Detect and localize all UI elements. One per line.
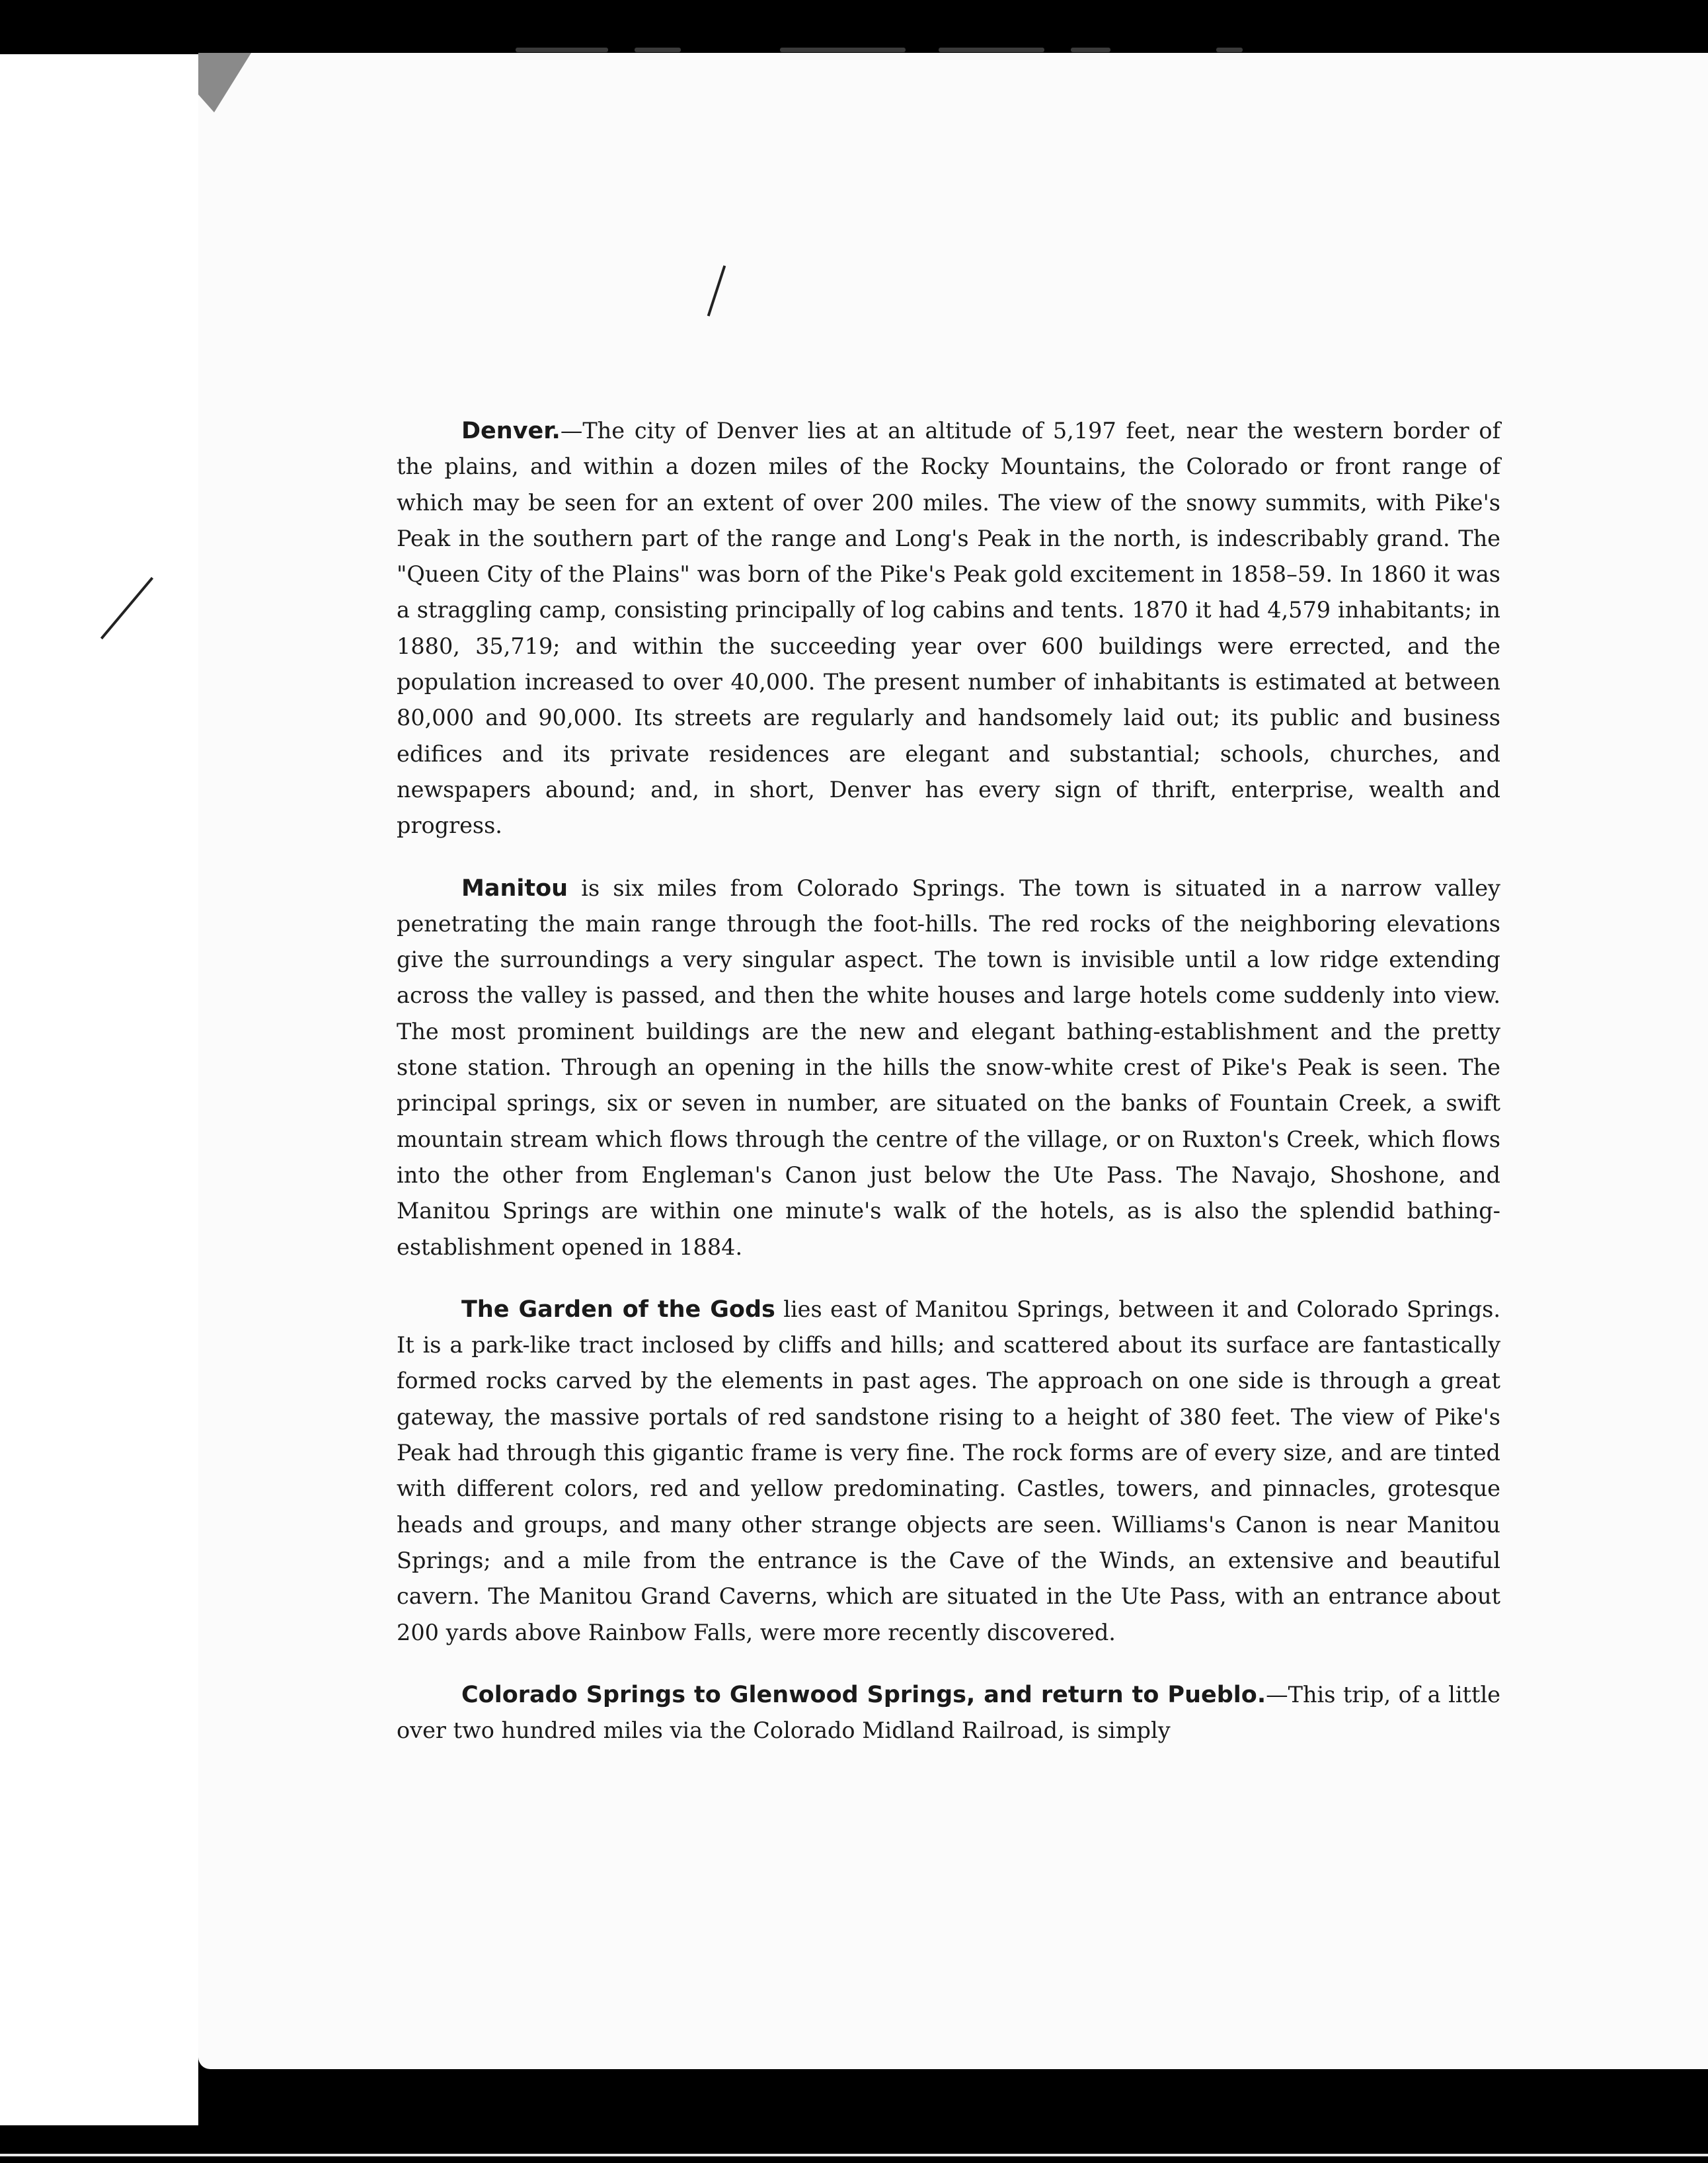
film-top-mark xyxy=(1071,48,1110,52)
film-top-mark xyxy=(1216,48,1243,52)
paragraph-heading: Colorado Springs to Glenwood Springs, and return to Pueblo. xyxy=(461,1681,1266,1708)
article-body xyxy=(397,413,1500,1749)
film-bottom-border xyxy=(0,2125,1708,2163)
paragraph-heading: Manitou xyxy=(461,875,568,902)
paragraph-colorado-springs-trip xyxy=(397,1677,1500,1749)
paragraph-manitou xyxy=(397,871,1500,1265)
paragraph-heading: The Garden of the Gods xyxy=(461,1296,775,1323)
paragraph-garden-of-the-gods xyxy=(397,1292,1500,1651)
film-top-border xyxy=(0,0,1708,54)
paragraph-text: is six miles from Colorado Springs. The town is situated in a narrow valley penetrating the main range through the foot-hills. The red rocks of the neighboring elevations give the surroundings a very singular aspect. The town is invisible until a low ridge extending across the valley is passed, and then the white houses and large hotels come suddenly into view. The most prominent buildings are the new and elegant bathing-establishment and the pretty stone station. Through an opening in the hills the snow-white crest of Pike's Peak is seen. The principal springs, six or seven in number, are situated on the banks of Fountain Creek, a swift mountain stream which flows through the centre of the village, or on Ruxton's Creek, which flows into the other from Engleman's Canon just below the Ute Pass. The Navajo, Shoshone, and Manitou Springs are within one minute's walk of the hotels, as is also the splendid bathing-establishment opened in 1884. xyxy=(397,875,1500,1260)
film-top-mark xyxy=(635,48,681,52)
paragraph-text: —This trip, of a little over two hundred miles via the Colorado Midland Railroad, is simply xyxy=(397,1681,1500,1744)
film-top-mark xyxy=(939,48,1044,52)
paragraph-denver xyxy=(397,413,1500,844)
paragraph-text: —The city of Denver lies at an altitude of 5,197 feet, near the western border of the plains, and within a dozen miles of the Rocky Mountains, the Colorado or front range of which may be seen for an extent of over 200 miles. The view of the snowy summits, with Pike's Peak in the southern part of the range and Long's Peak in the north, is indescribably grand. The "Queen City of the Plains" was born of the Pike's Peak gold excitement in 1858–59. In 1860 it was a straggling camp, consisting principally of log cabins and tents. 1870 it had 4,579 inhabitants; in 1880, 35,719; and within the succeeding year over 600 buildings were errected, and the population increased to over 40,000. The present number of inhabitants is estimated at between 80,000 and 90,000. Its streets are regularly and handsomely laid out; its public and business edifices and its private residences are elegant and substantial; schools, churches, and newspapers abound; and, in short, Denver has every sign of thrift, enterprise, wealth and progress. xyxy=(397,418,1500,839)
film-bottom-edge xyxy=(0,2154,1708,2156)
paragraph-heading: Denver. xyxy=(461,418,561,444)
film-top-mark xyxy=(516,48,608,52)
paragraph-text: lies east of Manitou Springs, between it and Colorado Springs. It is a park-like tract inclosed by cliffs and hills; and scattered about its surface are fantastically formed rocks carved by the elements in past ages. The approach on one side is through a great gateway, the massive portals of red sandstone rising to a height of 380 feet. The view of Pike's Peak had through this gigantic frame is very fine. The rock forms are of every size, and are tinted with different colors, red and yellow predominating. Castles, towers, and pinnacles, grotesque heads and groups, and many other strange objects are seen. Williams's Canon is near Manitou Springs; and a mile from the entrance is the Cave of the Winds, an extensive and beautiful cavern. The Manitou Grand Caverns, which are situated in the Ute Pass, with an entrance about 200 yards above Rainbow Falls, were more recently discovered. xyxy=(397,1296,1500,1645)
left-film-margin xyxy=(0,54,198,2125)
film-top-mark xyxy=(780,48,906,52)
